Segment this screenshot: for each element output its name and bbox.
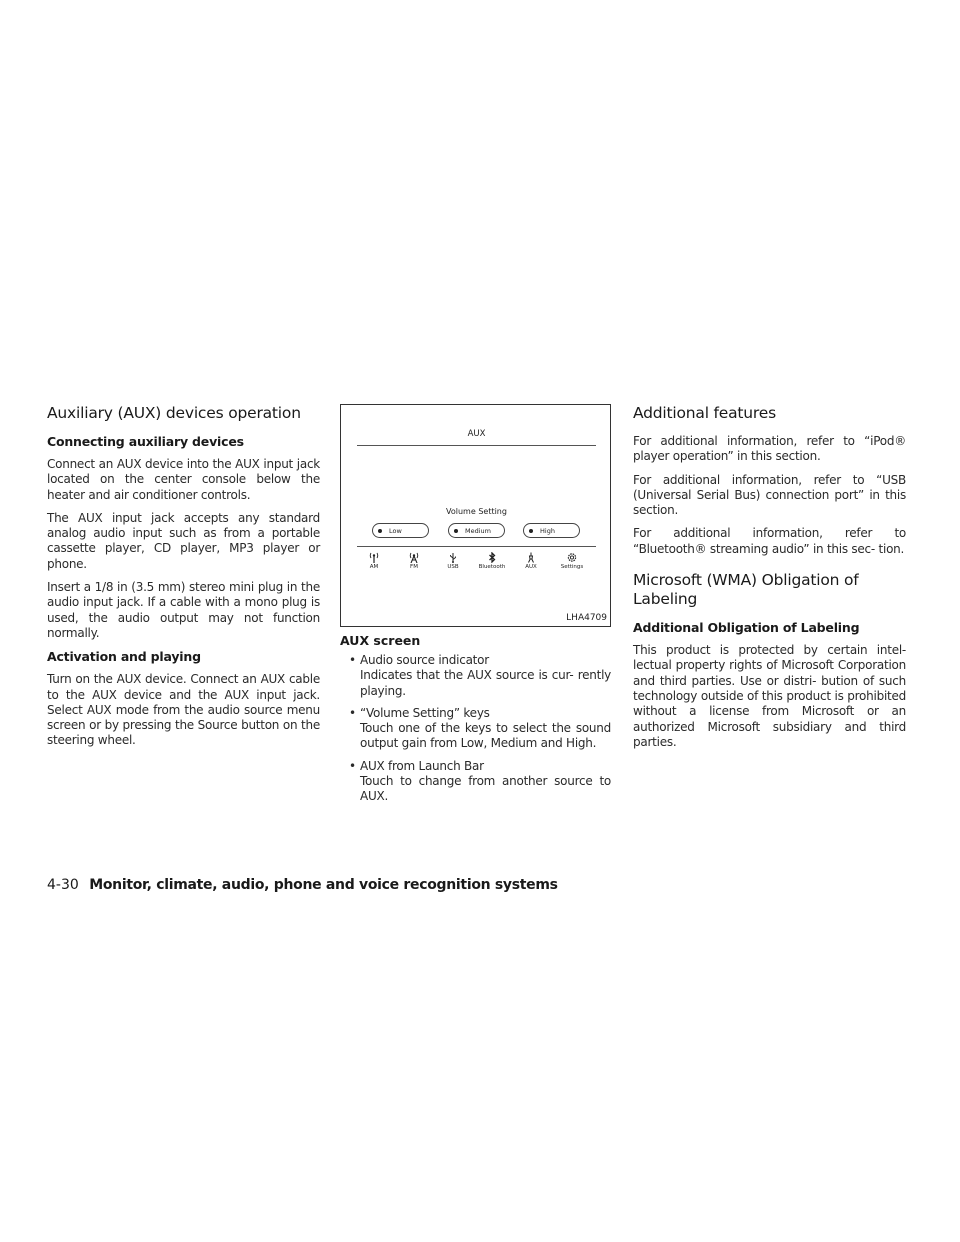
column-right	[633, 404, 906, 758]
subheading-labeling: Additional Obligation of Labeling	[633, 620, 860, 636]
key-label: High	[540, 527, 555, 535]
launch-bar-label: AM	[369, 564, 379, 570]
antenna-icon	[368, 552, 380, 563]
launch-bar-bluetooth[interactable]	[472, 550, 512, 570]
list-item-title: Audio source indicator	[360, 653, 489, 667]
divider	[357, 445, 596, 446]
list-item-title: AUX from Launch Bar	[360, 758, 484, 773]
heading-line: Microsoft (WMA) Obligation of	[633, 571, 859, 590]
key-dot	[378, 529, 382, 533]
volume-setting-label: Volume Setting	[446, 507, 507, 516]
paragraph: The AUX input jack accepts any standard analog audio input such as from a portable cassette player, CD player, MP3 player or phone.	[47, 510, 320, 571]
list-item	[340, 706, 611, 752]
gear-icon	[566, 552, 578, 563]
aux-plug-icon	[525, 552, 537, 563]
paragraph: Turn on the AUX device. Connect an AUX cable to the AUX device and the AUX input jack. Select AUX mode from the audio source menu screen or by pressing the Source button on the steering wheel.	[47, 672, 320, 748]
paragraph: This product is protected by certain intel- lectual property rights of Microsoft Corporation and third parties. Use or distri- bution of such technology outside of this product is prohibited without a license from Microsoft or an authorized Microsoft subsidiary and third parties.	[633, 643, 906, 749]
key-label: Medium	[465, 527, 491, 535]
volume-setting-keys	[357, 523, 596, 539]
paragraph: Insert a 1/8 in (3.5 mm) stereo mini plug in the audio input jack. If a cable with a mono plug is used, the audio output may not function normally.	[47, 580, 320, 640]
list-item-desc: Touch one of the keys to select the sound output gain from Low, Medium and High.	[360, 721, 611, 751]
launch-bar-label: Bluetooth	[478, 564, 506, 570]
launch-bar-fm[interactable]	[394, 550, 434, 570]
subheading-activation: Activation and playing	[47, 649, 201, 665]
launch-bar-am[interactable]	[354, 550, 394, 570]
aux-screen-illustration	[357, 419, 596, 591]
volume-medium-key[interactable]	[448, 523, 505, 538]
volume-low-key[interactable]	[372, 523, 429, 538]
divider	[357, 546, 596, 547]
bullet-mark: •	[349, 653, 356, 667]
launch-bar-label: USB	[447, 564, 459, 570]
bullet-mark: •	[349, 705, 356, 720]
list-item-desc: Touch to change from another source to AUX.	[360, 774, 611, 804]
list-item	[340, 653, 611, 699]
volume-high-key[interactable]	[523, 523, 580, 538]
launch-bar-aux[interactable]	[511, 550, 551, 570]
section-heading-aux: Auxiliary (AUX) devices operation	[47, 404, 301, 422]
antenna-icon	[408, 552, 420, 563]
launch-bar-label: Settings	[560, 564, 584, 570]
figure-code: LHA4709	[566, 613, 607, 623]
section-heading-additional-features: Additional features	[633, 404, 776, 422]
list-item	[340, 759, 611, 805]
subheading-connecting: Connecting auxiliary devices	[47, 434, 244, 449]
column-left	[47, 404, 320, 757]
column-middle	[340, 404, 611, 812]
audio-source-indicator: AUX	[467, 429, 486, 439]
key-dot	[454, 529, 458, 533]
page-number: 4-30	[47, 877, 79, 893]
page-footer	[47, 877, 558, 893]
launch-bar-label: AUX	[525, 564, 537, 570]
callout-list	[340, 653, 611, 805]
key-label: Low	[389, 527, 402, 535]
section-heading-microsoft	[633, 571, 906, 609]
launch-bar-settings[interactable]	[552, 550, 592, 570]
bluetooth-icon	[486, 552, 498, 563]
chapter-title: Monitor, climate, audio, phone and voice recognition systems	[89, 877, 558, 893]
list-item-title: “Volume Setting” keys	[360, 705, 490, 720]
paragraph: For additional information, refer to “Bluetooth® streaming audio” in this sec- tion.	[633, 526, 906, 556]
heading-line: Labeling	[633, 590, 698, 609]
key-dot	[529, 529, 533, 533]
figure-caption: AUX screen	[340, 633, 421, 648]
paragraph: Connect an AUX device into the AUX input jack located on the center console below the heater and air conditioner controls.	[47, 457, 320, 502]
launch-bar	[357, 550, 596, 580]
launch-bar-usb[interactable]	[433, 550, 473, 570]
paragraph: For additional information, refer to “USB (Universal Serial Bus) connection port” in this section.	[633, 472, 906, 518]
usb-icon	[447, 552, 459, 563]
aux-screen-figure	[340, 404, 611, 627]
launch-bar-label: FM	[410, 564, 418, 570]
bullet-mark: •	[349, 758, 356, 773]
list-item-desc: Indicates that the AUX source is cur- rently playing.	[360, 668, 611, 698]
paragraph: For additional information, refer to “iPod® player operation” in this section.	[633, 434, 906, 464]
